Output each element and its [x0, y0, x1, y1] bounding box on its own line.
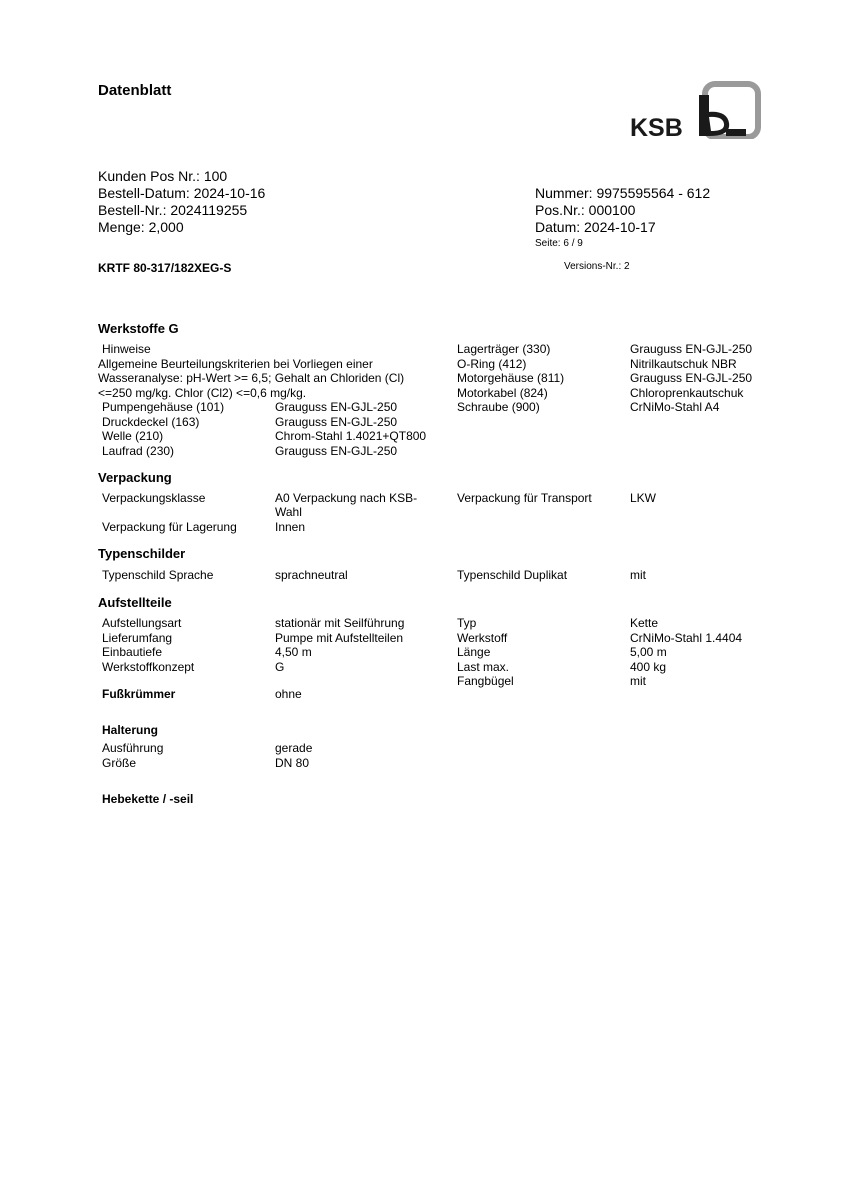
- installation-label: Einbautiefe: [102, 645, 163, 659]
- duckfoot-bend-value: ohne: [275, 687, 302, 701]
- bracket-label: Größe: [102, 755, 137, 770]
- quantity: Menge: 2,000: [98, 219, 184, 235]
- installation-value: 400 kg: [630, 659, 667, 674]
- installation-left-labels: [102, 616, 194, 674]
- section-werkstoffe-heading: Werkstoffe G: [98, 321, 179, 336]
- material-value: Grauguss EN-GJL-250: [275, 400, 398, 414]
- customer-pos: Kunden Pos Nr.: 100: [98, 168, 228, 184]
- packaging-transport-label: Verpackung für Transport: [457, 491, 592, 505]
- installation-left-values: [275, 616, 404, 674]
- werkstoffe-right-labels: [457, 342, 564, 415]
- installation-value: CrNiMo-Stahl 1.4404: [630, 630, 743, 645]
- installation-label: Länge: [457, 645, 491, 659]
- duckfoot-bend-label: Fußkrümmer: [102, 687, 176, 701]
- material-label: Pumpengehäuse (101): [102, 400, 225, 414]
- material-label: Motorgehäuse (811): [457, 371, 565, 385]
- nameplate-duplicate-value: mit: [630, 568, 646, 582]
- section-aufstellteile-heading: Aufstellteile: [98, 595, 172, 610]
- material-value: CrNiMo-Stahl A4: [630, 400, 720, 414]
- material-label: Schraube (900): [457, 400, 540, 414]
- order-number: Bestell-Nr.: 2024119255: [98, 202, 248, 218]
- packaging-storage-value: Innen: [275, 520, 306, 534]
- bracket-value: gerade: [275, 741, 313, 755]
- material-label: Motorkabel (824): [457, 385, 548, 400]
- installation-label: Aufstellungsart: [102, 616, 182, 630]
- version-number: Versions-Nr.: 2: [564, 261, 630, 272]
- packaging-transport-value: LKW: [630, 491, 657, 505]
- material-value: Chrom-Stahl 1.4021+QT800: [275, 429, 427, 443]
- document-date: Datum: 2024-10-17: [535, 219, 656, 235]
- bracket-labels: [102, 741, 163, 770]
- ksb-logo: [630, 81, 762, 139]
- material-value: Grauguss EN-GJL-250: [275, 414, 398, 429]
- note-line: <=250 mg/kg. Chlor (Cl2) <=0,6 mg/kg.: [98, 385, 307, 400]
- installation-right-values: [630, 616, 742, 689]
- material-label: Welle (210): [102, 429, 164, 443]
- bracket-value: DN 80: [275, 755, 310, 770]
- order-info-left: [98, 168, 265, 236]
- bracket-label: Ausführung: [102, 741, 164, 755]
- svg-text:KSB: KSB: [630, 114, 683, 139]
- nameplate-duplicate-label: Typenschild Duplikat: [457, 568, 568, 582]
- order-date: Bestell-Datum: 2024-10-16: [98, 185, 266, 201]
- packaging-class-value: A0 Verpackung nach KSB-: [275, 491, 418, 505]
- material-label: O-Ring (412): [457, 356, 527, 371]
- material-value: Nitrilkautschuk NBR: [630, 356, 737, 371]
- packaging-storage-label: Verpackung für Lagerung: [102, 520, 237, 534]
- section-halterung-heading: Halterung: [102, 723, 159, 737]
- werkstoffe-left-values: [275, 400, 426, 458]
- installation-value: mit: [630, 674, 646, 688]
- nameplate-language-label: Typenschild Sprache: [102, 568, 214, 582]
- installation-label: Werkstoffkonzept: [102, 659, 195, 674]
- installation-value: Pumpe mit Aufstellteilen: [275, 630, 404, 645]
- packaging-class-value-cont: Wahl: [275, 505, 302, 519]
- material-label: Laufrad (230): [102, 443, 175, 458]
- note-title: Hinweise: [102, 342, 151, 356]
- installation-label: Fangbügel: [457, 674, 514, 688]
- installation-label: Lieferumfang: [102, 630, 173, 645]
- installation-value: 4,50 m: [275, 645, 312, 659]
- installation-right-labels: [457, 616, 514, 689]
- note-line: Allgemeine Beurteilungskriterien bei Vorliegen einer: [98, 356, 373, 371]
- model-designation: KRTF 80-317/182XEG-S: [98, 261, 232, 275]
- page-title: Datenblatt: [98, 82, 172, 99]
- order-info-right: [535, 185, 710, 236]
- installation-value: Kette: [630, 616, 659, 630]
- werkstoffe-note: [98, 342, 404, 400]
- installation-value: stationär mit Seilführung: [275, 616, 405, 630]
- material-value: Grauguss EN-GJL-250: [630, 342, 753, 356]
- material-label: Lagerträger (330): [457, 342, 551, 356]
- section-typenschilder-heading: Typenschilder: [98, 546, 186, 561]
- section-hebekette-heading: Hebekette / -seil: [102, 792, 194, 806]
- material-value: Grauguss EN-GJL-250: [630, 371, 753, 385]
- document-number: Nummer: 9975595564 - 612: [535, 185, 711, 201]
- material-value: Chloroprenkautschuk: [630, 385, 744, 400]
- installation-value: G: [275, 659, 285, 674]
- note-line: Wasseranalyse: pH-Wert >= 6,5; Gehalt an Chloriden (Cl): [98, 371, 405, 385]
- werkstoffe-left-labels: [102, 400, 224, 458]
- installation-label: Werkstoff: [457, 630, 508, 645]
- installation-label: Typ: [457, 616, 477, 630]
- nameplate-language-value: sprachneutral: [275, 568, 348, 582]
- installation-label: Last max.: [457, 659, 510, 674]
- section-verpackung-heading: Verpackung: [98, 470, 172, 485]
- material-label: Druckdeckel (163): [102, 414, 200, 429]
- page-info: Seite: 6 / 9: [535, 238, 583, 249]
- packaging-class-label: Verpackungsklasse: [102, 491, 206, 505]
- installation-value: 5,00 m: [630, 645, 667, 659]
- bracket-values: [275, 741, 312, 770]
- position-number: Pos.Nr.: 000100: [535, 202, 636, 218]
- werkstoffe-right-values: [630, 342, 752, 415]
- material-value: Grauguss EN-GJL-250: [275, 443, 398, 458]
